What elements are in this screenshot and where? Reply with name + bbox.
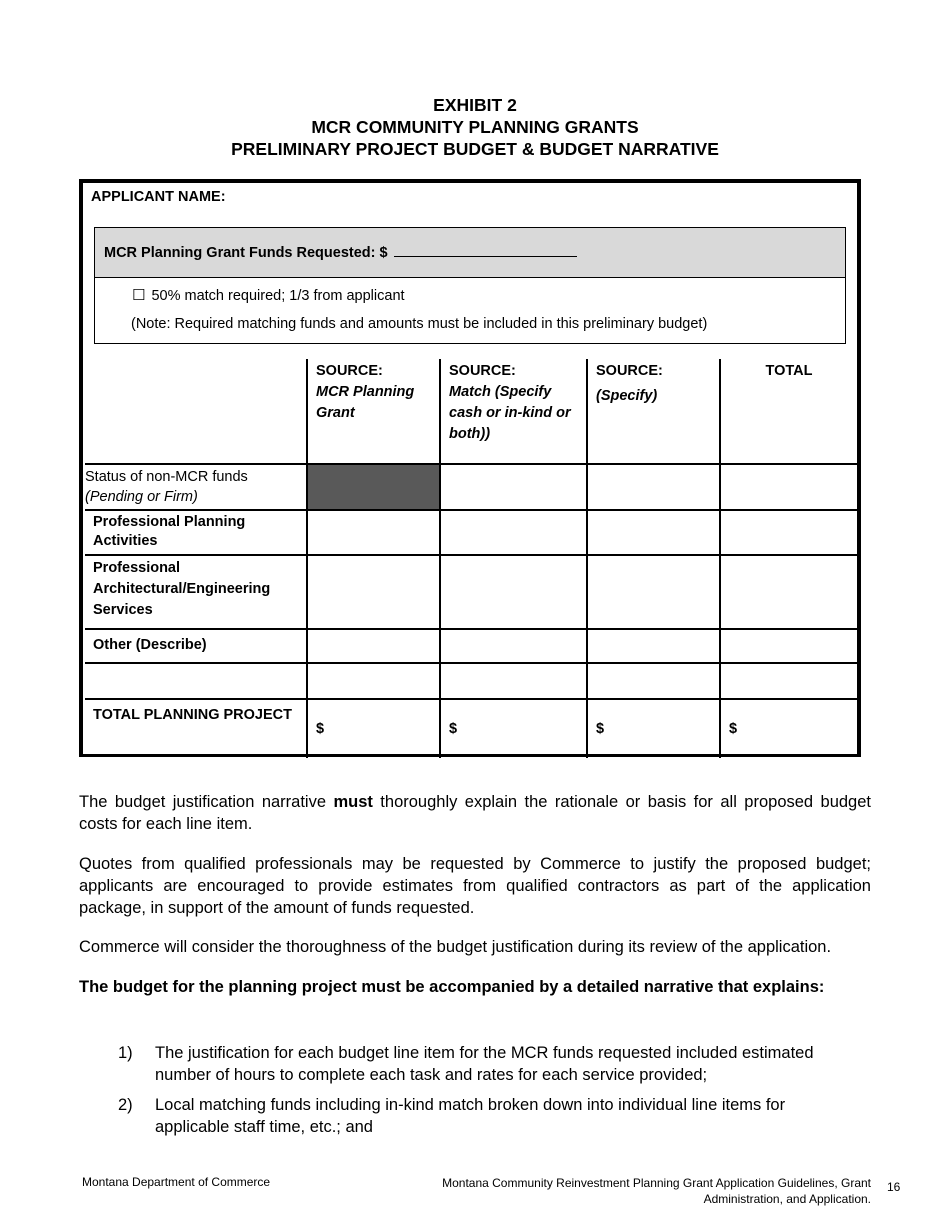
- budget-form: [79, 179, 861, 757]
- row-label-planning: Professional Planning Activities: [85, 510, 307, 555]
- match-requirement: [132, 286, 405, 304]
- table-cell[interactable]: [440, 510, 587, 555]
- paragraph-quotes: Quotes from qualified professionals may be requested by Commerce to justify the proposed budget; applicants are encouraged to provide estimates from qualified contractors as part of the application package, in support of the amount of funds requested.: [79, 855, 871, 917]
- table-cell[interactable]: [307, 510, 440, 555]
- table-cell[interactable]: [587, 464, 720, 510]
- table-cell[interactable]: [720, 629, 857, 663]
- paragraph-thoroughness: Commerce will consider the thoroughness of the budget justification during its review of the application.: [79, 938, 832, 956]
- table-cell[interactable]: [587, 510, 720, 555]
- table-row: [85, 555, 857, 629]
- match-note: (Note: Required matching funds and amounts must be included in this preliminary budget): [131, 316, 708, 332]
- table-cell[interactable]: [307, 555, 440, 629]
- table-cell[interactable]: [720, 555, 857, 629]
- table-cell[interactable]: [720, 510, 857, 555]
- table-cell[interactable]: [307, 663, 440, 699]
- table-header-row: [85, 359, 857, 464]
- footer-organization: Montana Department of Commerce: [82, 1175, 271, 1189]
- total-specify[interactable]: $: [587, 699, 720, 758]
- match-text: 50% match required; 1/3 from applicant: [151, 288, 405, 304]
- table-cell[interactable]: [720, 464, 857, 510]
- funds-requested-box: [94, 227, 846, 344]
- paragraph-justification: The budget justification narrative must thoroughly explain the rationale or basis for all proposed budget costs for each line item.: [79, 793, 871, 833]
- total-label: TOTAL PLANNING PROJECT: [85, 699, 307, 758]
- table-cell[interactable]: [720, 663, 857, 699]
- table-cell[interactable]: [440, 555, 587, 629]
- budget-table: [85, 359, 857, 758]
- applicant-name-label: APPLICANT NAME:: [91, 189, 226, 205]
- total-total[interactable]: $: [720, 699, 857, 758]
- header-specify: SOURCE: (Specify): [587, 359, 720, 464]
- header-blank-cell: [85, 359, 307, 464]
- total-mcr[interactable]: $: [307, 699, 440, 758]
- table-cell[interactable]: [440, 629, 587, 663]
- total-match[interactable]: $: [440, 699, 587, 758]
- header-total: TOTAL: [720, 359, 857, 464]
- paragraph-narrative-required: The budget for the planning project must be accompanied by a detailed narrative that explains:: [79, 978, 825, 996]
- table-cell[interactable]: [307, 629, 440, 663]
- table-row: [85, 629, 857, 663]
- program-title: MCR COMMUNITY PLANNING GRANTS: [311, 117, 639, 137]
- match-checkbox[interactable]: ☐: [132, 287, 146, 304]
- footer-document-title: Montana Community Reinvestment Planning Grant Application Guidelines, Grant Administration, and Application.: [442, 1176, 871, 1206]
- page-number: 16: [887, 1180, 901, 1194]
- shaded-cell: [307, 464, 440, 510]
- exhibit-title: EXHIBIT 2: [433, 95, 517, 115]
- table-row: [85, 663, 857, 699]
- total-row: [85, 699, 857, 758]
- status-label-cell: Status of non-MCR funds (Pending or Firm): [85, 464, 307, 510]
- header-mcr-grant: SOURCE: MCR Planning Grant: [307, 359, 440, 464]
- table-cell[interactable]: [440, 464, 587, 510]
- table-cell[interactable]: [587, 629, 720, 663]
- row-label-blank[interactable]: [85, 663, 307, 699]
- table-row: [85, 464, 857, 510]
- header-match: SOURCE: Match (Specify cash or in-kind or both)): [440, 359, 587, 464]
- table-cell[interactable]: [587, 555, 720, 629]
- row-label-architectural: Professional Architectural/Engineering Services: [85, 555, 307, 629]
- table-cell[interactable]: [440, 663, 587, 699]
- table-cell[interactable]: [587, 663, 720, 699]
- funds-requested-label: MCR Planning Grant Funds Requested: $: [104, 245, 388, 261]
- funds-requested-row: [95, 228, 845, 278]
- document-header: [0, 94, 950, 160]
- form-title: PRELIMINARY PROJECT BUDGET & BUDGET NARRATIVE: [231, 139, 719, 159]
- table-row: [85, 510, 857, 555]
- row-label-other: Other (Describe): [85, 629, 307, 663]
- funds-requested-field[interactable]: [394, 242, 577, 257]
